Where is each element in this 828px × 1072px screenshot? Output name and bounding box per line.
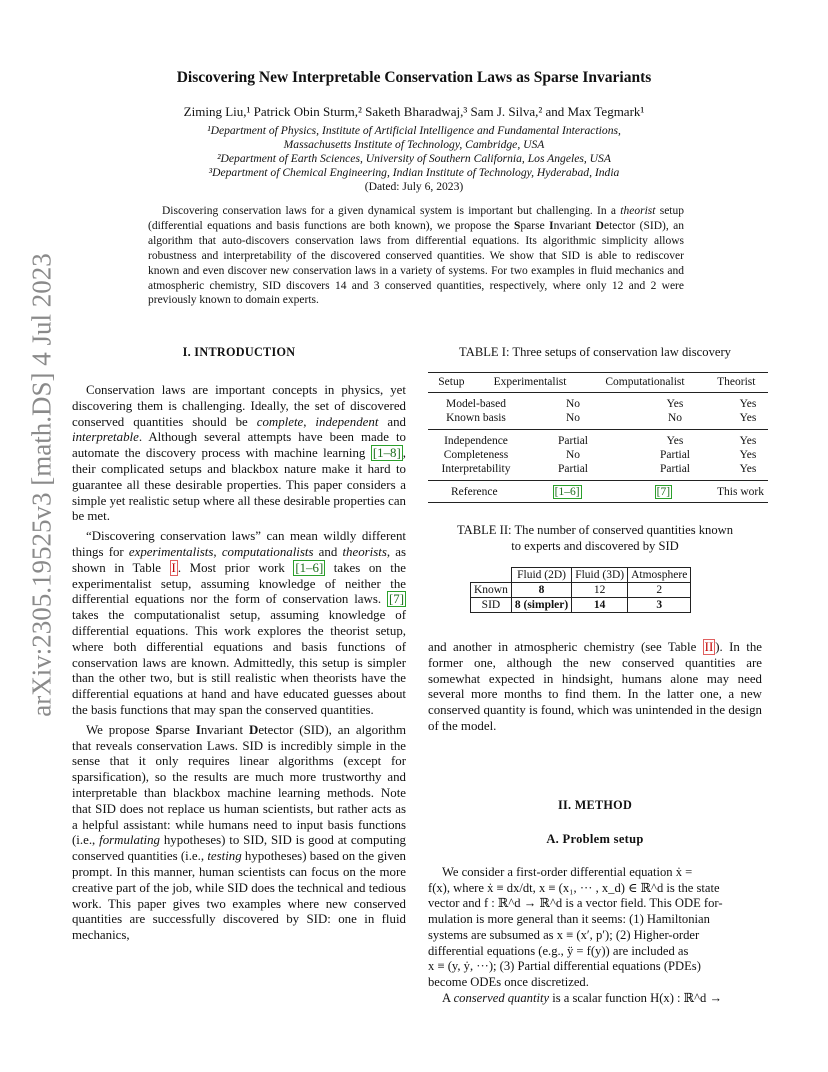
table-cell: No bbox=[565, 449, 581, 461]
caption-line: TABLE II: The number of conserved quantities known bbox=[456, 523, 734, 537]
table-cell: Yes bbox=[666, 435, 684, 447]
table-1-group-2 bbox=[428, 434, 768, 476]
abstract-paragraph bbox=[148, 204, 684, 308]
table-row bbox=[428, 411, 768, 425]
table-cell: Completeness bbox=[443, 449, 509, 461]
table-cell: Yes bbox=[739, 463, 757, 475]
text: Conservation laws are important concepts in physics, yet discovering them is challenging. Ideally, the set of discovered conserved quantities should be bbox=[72, 383, 406, 429]
table-2-caption bbox=[428, 523, 762, 554]
table-1-header-row bbox=[428, 375, 768, 389]
table-rule bbox=[428, 429, 768, 430]
intro-paragraph-3 bbox=[72, 723, 406, 944]
table-1-caption: TABLE I: Three setups of conservation law discovery bbox=[459, 345, 731, 359]
arxiv-stamp-text: arXiv:2305.19525v3 [math.DS] 4 Jul 2023 bbox=[26, 253, 57, 717]
table-cell: No bbox=[667, 412, 683, 424]
method-line: systems are subsumed as x ≡ (x′, p′); (2) Higher-order bbox=[428, 927, 700, 942]
table-1-grid bbox=[428, 375, 768, 389]
method-line: We consider a first-order differential equation ẋ = bbox=[442, 865, 693, 879]
text: is a scalar function H(x) : ℝ^d → bbox=[549, 990, 723, 1005]
text: . Although several attempts have been made to automate the discovery process with machine learning bbox=[72, 430, 406, 461]
intro-paragraph-1 bbox=[72, 383, 406, 525]
table-cell: Model-based bbox=[445, 398, 507, 410]
author-list: Ziming Liu,¹ Patrick Obin Sturm,² Saketh Bharadwaj,³ Sam J. Silva,² and Max Tegmark¹ bbox=[183, 104, 645, 119]
table-header-cell: Atmosphere bbox=[628, 568, 691, 583]
abstract-bold: D bbox=[595, 219, 604, 232]
table-row bbox=[471, 583, 691, 598]
abstract-text: nvariant bbox=[553, 219, 596, 232]
table-rule bbox=[428, 480, 768, 481]
table-cell: 3 bbox=[628, 598, 691, 613]
table-header-cell: Fluid (3D) bbox=[572, 568, 628, 583]
table-1 bbox=[428, 372, 768, 503]
intro-paragraph-2 bbox=[72, 529, 406, 719]
table-cell: Known bbox=[471, 583, 512, 598]
table-1-reference-row bbox=[428, 485, 768, 499]
table-cell: Yes bbox=[666, 398, 684, 410]
table-row bbox=[428, 434, 768, 448]
table-cell: This work bbox=[717, 486, 764, 498]
emph: independent bbox=[315, 414, 379, 429]
method-line: mulation is more general than it seems: (1) Hamiltonian bbox=[428, 912, 710, 927]
bold: D bbox=[249, 722, 259, 737]
table-cell: 12 bbox=[572, 583, 628, 598]
text: hypotheses) to SID, SID is good at computing conserved quantities (i.e., bbox=[72, 833, 406, 864]
abstract bbox=[148, 204, 684, 308]
table-row bbox=[428, 485, 768, 499]
citation-link[interactable]: [7] bbox=[388, 592, 404, 607]
subsection-heading-problem-setup: A. Problem setup bbox=[546, 832, 644, 846]
table-2 bbox=[470, 567, 691, 613]
affiliation-3: ³Department of Chemical Engineering, Indian Institute of Technology, Hyderabad, India bbox=[208, 166, 620, 179]
table-cell bbox=[614, 485, 713, 499]
table-rule bbox=[428, 502, 768, 503]
text: We propose bbox=[86, 722, 156, 737]
table-cell: Yes bbox=[739, 412, 757, 424]
table-row bbox=[471, 598, 691, 613]
text: , bbox=[303, 414, 316, 429]
emph: interpretable bbox=[72, 430, 139, 445]
method-line: become ODEs once discretized. bbox=[428, 974, 589, 989]
bold: S bbox=[155, 722, 163, 737]
text: , bbox=[213, 544, 222, 559]
paper-title: Discovering New Interpretable Conservation Laws as Sparse Invariants bbox=[176, 69, 652, 86]
left-column bbox=[72, 383, 406, 944]
emph: computationalists bbox=[221, 544, 314, 559]
table-row bbox=[428, 397, 768, 411]
table-ref-link[interactable]: I bbox=[171, 560, 176, 575]
bold: I bbox=[195, 722, 201, 737]
table-cell: Partial bbox=[659, 449, 691, 461]
section-heading-method: II. METHOD bbox=[557, 798, 633, 812]
text: . Most prior work bbox=[177, 560, 294, 575]
affiliation-1b: Massachusetts Institute of Technology, Cambridge, USA bbox=[283, 138, 545, 151]
text: ). In the former one, although the new conserved quantities are somewhat expected in hindsight, humans alone may need several more months to find them. In the latter one, a new conserved quantity is found, which was unintended in the design of the model. bbox=[428, 640, 762, 733]
method-line: f(x), where ẋ ≡ dx/dt, x ≡ (x₁, ··· , x_d) ∈ ℝ^d is the state bbox=[428, 880, 720, 895]
table-rule bbox=[428, 392, 768, 393]
emph: testing bbox=[207, 849, 242, 864]
table-cell: Partial bbox=[659, 463, 691, 475]
abstract-text: (SID), an algorithm that auto-discovers conservation laws from differential equations. Its algorithmic simplicity allows robustness and interpretability of the discovered conserved quantities. We show that SID is able to rediscover known and even discover new conservation laws in a variety of systems. For two examples in fluid mechanics and atmospheric chemistry, SID discovers 14 and 3 conserved quantities, respectively, where only 12 and 2 were previously known to domain experts. bbox=[148, 219, 684, 307]
table-cell: Partial bbox=[557, 435, 589, 447]
emph: theorists bbox=[342, 544, 387, 559]
text: etector (SID), an algorithm that reveals conservation Laws. SID is incredibly simple in the sense that it only requires linear algorithms (except for sparsification), so the results are much more trustworthy and interpretable than blackbox machine learning methods. Note that SID does not replace us human scientists, but rather acts as a helpful assistant: while humans need to input basis functions (i.e., bbox=[72, 722, 406, 848]
text: and bbox=[313, 544, 343, 559]
table-cell: Yes bbox=[739, 398, 757, 410]
text: takes the computationalist setup, assuming knowledge of differential equations. This work explores the theorist setup, where both differential equations and basis functions of conservation laws are known. Admittedly, this setup is simpler than the other two, but is still realistic when theorists have the differential equations at hand and have educated guesses about the basis functions that may span the conserved quantities. bbox=[72, 608, 406, 717]
arxiv-stamp bbox=[22, 253, 62, 717]
table-rule bbox=[428, 372, 768, 373]
caption-line: to experts and discovered by SID bbox=[511, 538, 679, 553]
abstract-emph: theorist bbox=[620, 205, 656, 217]
table-2-grid bbox=[470, 567, 691, 613]
table-cell: Reference bbox=[451, 486, 498, 498]
emph: complete bbox=[256, 414, 304, 429]
table-row bbox=[428, 462, 768, 476]
date-line: (Dated: July 6, 2023) bbox=[364, 180, 464, 193]
affiliation-2: ²Department of Earth Sciences, University of Southern California, Los Angeles, USA bbox=[217, 152, 611, 165]
table-cell: Yes bbox=[739, 435, 757, 447]
text: takes on the experimentalist setup, assuming knowledge of neither the differential equations nor the form of conservation laws. bbox=[72, 560, 406, 607]
table-header-cell: Setup bbox=[438, 376, 465, 388]
text: hypotheses) based on the given prompt. In this manner, human scientists can focus on the more creative part of the job, while SID does the technical and tedious work. This paper gives two examples where new conserved quantities are successfully discovered by SID: one in fluid mechanics, bbox=[72, 849, 407, 943]
table-1-group-1 bbox=[428, 397, 768, 425]
citation-link[interactable]: [1–8] bbox=[372, 446, 401, 461]
method-line: vector and f : ℝ^d → ℝ^d is a vector field. This ODE for- bbox=[428, 896, 723, 911]
abstract-bold: I bbox=[549, 219, 554, 232]
table-cell: 2 bbox=[628, 583, 691, 598]
table-row bbox=[428, 448, 768, 462]
table-cell: 8 (simpler) bbox=[511, 598, 571, 613]
table-header-cell: Experimentalist bbox=[493, 376, 567, 388]
table-header-cell: Theorist bbox=[717, 376, 756, 388]
table-cell: Known basis bbox=[446, 412, 506, 424]
table-header-cell: Fluid (2D) bbox=[511, 568, 571, 583]
section-heading-introduction: I. INTRODUCTION bbox=[182, 345, 296, 359]
table-cell: 14 bbox=[572, 598, 628, 613]
text: , their complicated setups and blackbox nature make it hard to guarantee all these desirable properties. This paper considers a simple yet realistic setup where all these desirable properties can be met. bbox=[72, 446, 406, 524]
table-cell: Independence bbox=[444, 435, 508, 447]
table-cell: No bbox=[565, 398, 581, 410]
text: nvariant bbox=[200, 722, 249, 737]
table-2-header-row bbox=[471, 568, 691, 583]
text: parse bbox=[162, 722, 196, 737]
text: and another in atmospheric chemistry (see Table bbox=[428, 640, 703, 654]
method-line: x ≡ (y, ẏ, ···); (3) Partial differential equations (PDEs) bbox=[428, 959, 701, 974]
emph: formulating bbox=[99, 833, 161, 848]
citation-link[interactable]: [1–6] bbox=[295, 560, 324, 575]
text: , as shown in Table bbox=[72, 544, 406, 575]
table-cell: Interpretability bbox=[441, 463, 511, 475]
abstract-bold: S bbox=[514, 219, 521, 232]
table-header-cell bbox=[471, 568, 512, 583]
table-cell: 8 bbox=[511, 583, 571, 598]
table-cell: Partial bbox=[557, 463, 589, 475]
table-cell: No bbox=[565, 412, 581, 424]
table-cell: SID bbox=[471, 598, 512, 613]
citation-link[interactable]: [7] bbox=[656, 486, 671, 498]
table-header-cell: Computationalist bbox=[605, 376, 685, 388]
abstract-text: parse bbox=[520, 219, 550, 232]
abstract-text: setup (differential equations and basis functions are both known), we propose the bbox=[148, 205, 685, 232]
method-line bbox=[428, 991, 762, 1007]
citation-link[interactable]: [1–6] bbox=[554, 486, 580, 498]
abstract-text: Discovering conservation laws for a given dynamical system is important but challenging. In a bbox=[162, 205, 616, 217]
table-cell bbox=[521, 485, 614, 499]
method-paragraph bbox=[428, 865, 762, 1006]
table-cell: Yes bbox=[739, 449, 757, 461]
text: A bbox=[442, 990, 454, 1005]
affiliation-1: ¹Department of Physics, Institute of Artificial Intelligence and Fundamental Interactions, bbox=[207, 124, 621, 137]
text: and bbox=[378, 414, 406, 429]
text: “Discovering conservation laws” can mean wildly different things for bbox=[72, 529, 406, 559]
abstract-text: etector bbox=[603, 219, 636, 232]
right-column-text bbox=[428, 640, 762, 735]
method-line: differential equations (e.g., ÿ = f(y)) are included as bbox=[428, 943, 689, 958]
emph: experimentalists bbox=[128, 544, 214, 559]
table-ref-link[interactable]: II bbox=[704, 640, 714, 654]
emph: conserved quantity bbox=[453, 990, 550, 1005]
